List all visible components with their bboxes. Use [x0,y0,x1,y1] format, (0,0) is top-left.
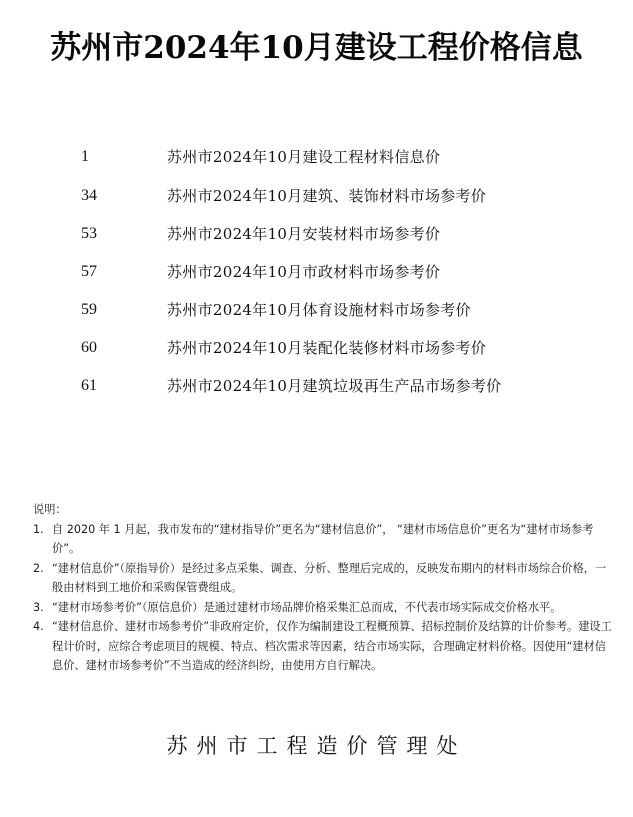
toc-entry [0,371,633,401]
document-title: 苏州市2024年10月建设工程价格信息 [50,30,583,66]
toc-entry [0,257,633,287]
note-text: “建材市场参考价”（原信息价）是通过建材市场品牌价格采集汇总而成，不代表市场实际成交价格水平。 [52,600,562,614]
toc-entry-label: 苏州市2024年10月装配化装修材料市场参考价 [167,339,487,357]
toc-entry-label: 苏州市2024年10月建筑垃圾再生产品市场参考价 [167,377,502,395]
toc-entry [0,295,633,325]
note-number: 2. [33,561,44,575]
issuing-authority: 苏州市工程造价管理处 [166,734,467,758]
note-text: 自 2020 年 1 月起，我市发布的“建材指导价”更名为“建材信息价”， “建材市场信息价”更名为“建材市场参考价”。 [52,522,594,555]
toc-page-number: 53 [81,225,97,242]
note-item [33,598,613,618]
note-item [33,617,613,676]
toc-page-number: 59 [81,301,97,318]
note-item [33,559,613,598]
notes-heading: 说明： [33,503,67,516]
note-number: 4. [33,620,44,633]
toc-entry [0,142,633,172]
toc-entry-label: 苏州市2024年10月安装材料市场参考价 [167,225,441,243]
note-number: 1. [33,522,44,536]
toc-page-number: 34 [81,187,97,204]
toc-entry-label: 苏州市2024年10月建筑、装饰材料市场参考价 [167,187,487,205]
toc-entry-label: 苏州市2024年10月市政材料市场参考价 [167,263,441,281]
toc-page-number: 61 [81,377,97,394]
notes-section [33,500,613,676]
note-text: “建材信息价、建材市场参考价”非政府定价，仅作为编制建设工程概预算、招标控制价及结算的计价参考。建设工程计价时，应综合考虑项目的规模、特点、档次需求等因素，结合市场实际，合理确定材料价格。因使用“建材信息价、建材市场参考价”不当造成的经济纠纷，由使用方自行解决。 [52,620,612,672]
toc-entry [0,333,633,363]
note-number: 3. [33,600,44,614]
note-text: “建材信息价”（原指导价）是经过多点采集、调查、分析、整理后完成的，反映发布期内的材料市场综合价格，一般由材料到工地价和采购保管费组成。 [52,561,607,594]
note-item [33,520,613,559]
toc-page-number: 60 [81,339,97,356]
toc-entry-label: 苏州市2024年10月建设工程材料信息价 [167,148,441,166]
toc-page-number: 1 [81,148,89,165]
toc-entry-label: 苏州市2024年10月体育设施材料市场参考价 [167,301,471,319]
toc-entry [0,219,633,249]
toc-entry [0,181,633,211]
toc-page-number: 57 [81,263,97,280]
